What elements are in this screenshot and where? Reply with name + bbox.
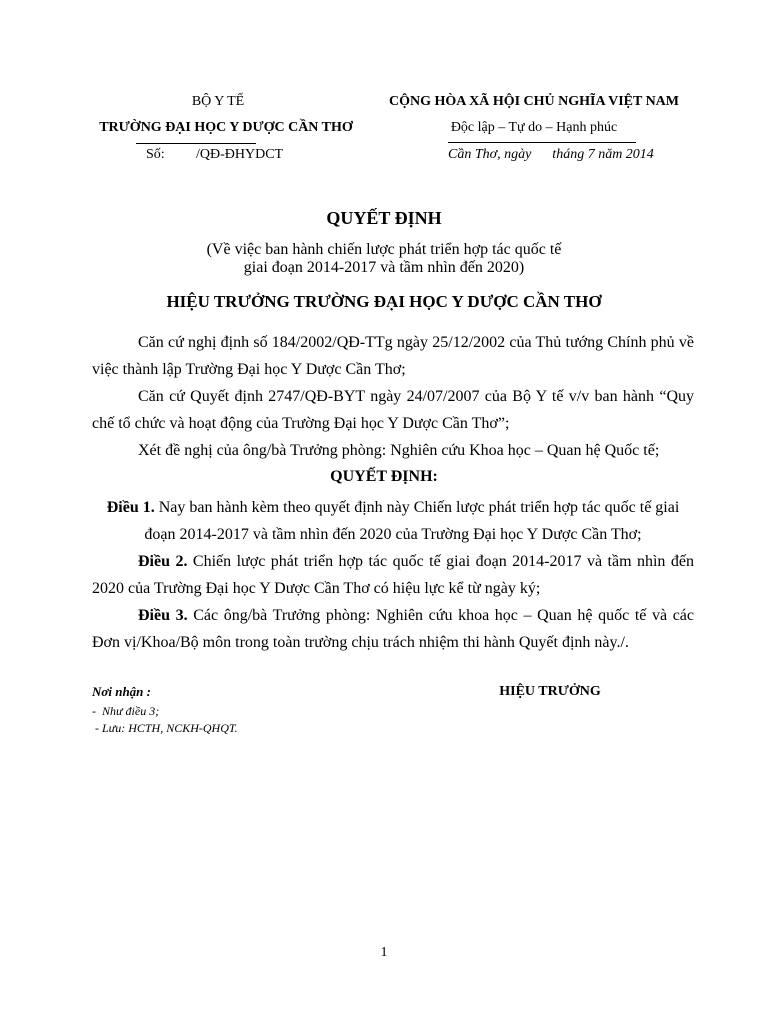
article-2-text: Chiến lược phát triển hợp tác quốc tế giai đoạn 2014-2017 và tầm nhìn đến 2020 của Trường Đại học Y Dược Cần Thơ có hiệu lực kể từ ngày ký; [92,553,694,597]
article-3-label: Điều 3. [138,607,188,624]
university-underline [136,143,256,144]
preamble-paragraph-1: Căn cứ nghị định số 184/2002/QĐ-TTg ngày 25/12/2002 của Thủ tướng Chính phủ về việc thành lập Trường Đại học Y Dược Cần Thơ; [92,334,694,378]
document-title: QUYẾT ĐỊNH [326,208,442,228]
article-2-label: Điều 2. [138,553,188,570]
recipients-label: Nơi nhận : [92,684,151,699]
recipient-item: - Lưu: HCTH, NCKH-QHQT. [92,721,238,735]
document-subtitle-line1: (Về việc ban hành chiến lược phát triển hợp tác quốc tế [206,241,562,258]
document-number-label: Số: [146,147,165,162]
signature-title: HIỆU TRƯỞNG [499,684,601,699]
issuing-authority: HIỆU TRƯỞNG TRƯỜNG ĐẠI HỌC Y DƯỢC CẦN THƠ [166,292,602,311]
preamble-paragraph-2: Căn cứ Quyết định 2747/QĐ-BYT ngày 24/07/2007 của Bộ Y tế v/v ban hành “Quy chế tổ chức và hoạt động của Trường Đại học Y Dược Cần Thơ”; [92,388,694,432]
recipient-item: - Như điều 3; [92,704,160,718]
place-date: Cần Thơ, ngày tháng 7 năm 2014 [448,147,654,162]
university-name: TRƯỜNG ĐẠI HỌC Y DƯỢC CẦN THƠ [99,120,353,135]
article-1 [92,494,694,548]
article-3-text: Các ông/bà Trưởng phòng: Nghiên cứu khoa học – Quan hệ quốc tế và các Đơn vị/Khoa/Bộ môn trong toàn trường chịu trách nhiệm thi hành Quyết định này./. [92,607,695,651]
document-subtitle-line2: giai đoạn 2014-2017 và tầm nhìn đến 2020) [243,259,525,276]
ministry-name: BỘ Y TẾ [191,94,245,109]
preamble-paragraph-3: Xét đề nghị của ông/bà Trưởng phòng: Nghiên cứu Khoa học – Quan hệ Quốc tế; [138,442,660,459]
motto-underline [448,142,636,143]
article-3 [92,602,694,656]
article-1-text: Nay ban hành kèm theo quyết định này Chiến lược phát triển hợp tác quốc tế giai đoạn 2014-2017 và tầm nhìn đến 2020 của Trường Đại học Y Dược Cần Thơ; [144,499,680,543]
document-number-code: /QĐ-ĐHYDCT [196,147,284,162]
article-1-label: Điều 1. [106,499,155,516]
national-motto: Độc lập – Tự do – Hạnh phúc [450,120,618,135]
article-2 [92,548,694,602]
country-name: CỘNG HÒA XÃ HỘI CHỦ NGHĨA VIỆT NAM [388,94,679,109]
decision-heading: QUYẾT ĐỊNH: [330,468,438,485]
page-number: 1 [380,945,388,960]
